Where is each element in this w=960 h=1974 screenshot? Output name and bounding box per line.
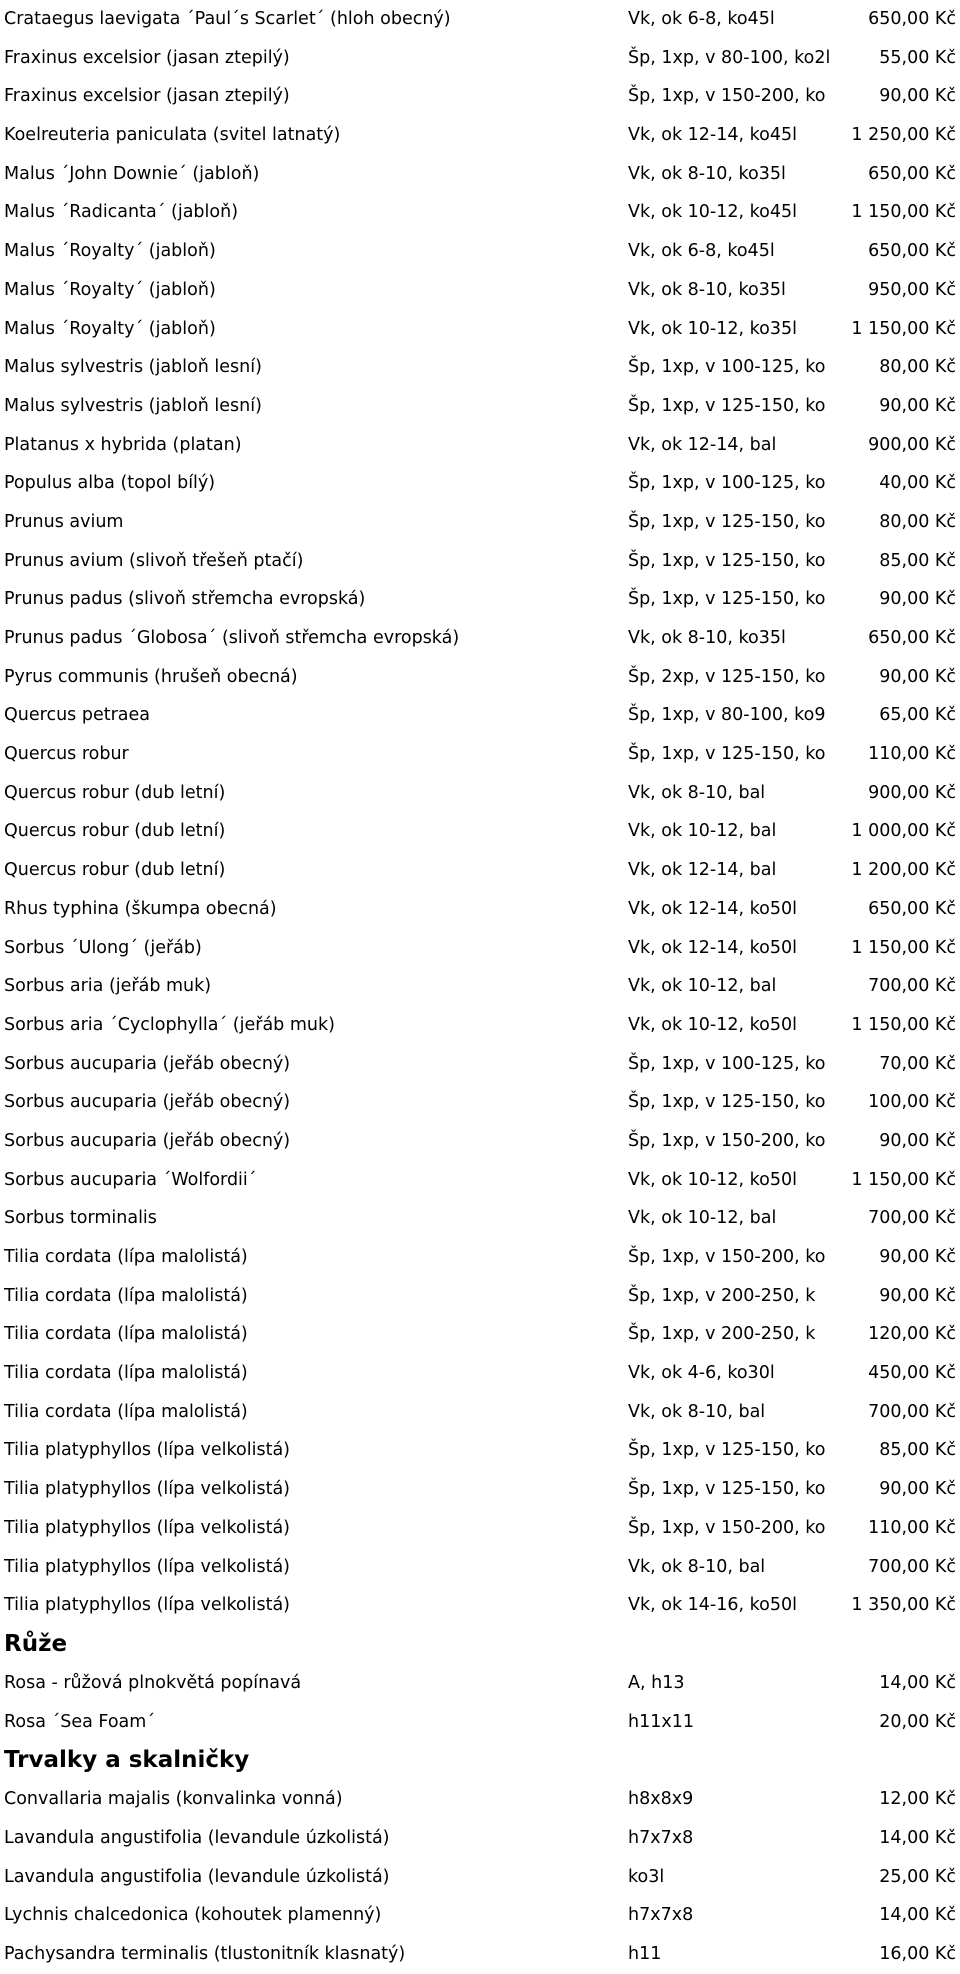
plant-price: 90,00 Kč <box>879 395 956 416</box>
plant-price: 90,00 Kč <box>879 666 956 687</box>
plant-name: Malus ´Radicanta´ (jabloň) <box>4 202 239 223</box>
plant-price: 70,00 Kč <box>879 1053 956 1074</box>
table-row <box>0 1935 960 1974</box>
table-row <box>0 1509 960 1548</box>
plant-spec: Šp, 1xp, v 80-100, ko9 <box>628 705 826 726</box>
plant-name: Populus alba (topol bílý) <box>4 473 216 494</box>
table-row <box>0 1431 960 1470</box>
table-row <box>0 271 960 310</box>
table-row <box>0 1238 960 1277</box>
plant-spec: Šp, 1xp, v 125-150, ko <box>628 511 826 532</box>
plant-name: Rosa ´Sea Foam´ <box>4 1711 156 1732</box>
table-row <box>0 1199 960 1238</box>
plant-name: Fraxinus excelsior (jasan ztepilý) <box>4 47 290 68</box>
plant-spec: Šp, 1xp, v 125-150, ko <box>628 395 826 416</box>
plant-name: Tilia cordata (lípa malolistá) <box>4 1401 248 1422</box>
table-row <box>0 1819 960 1858</box>
table-row <box>0 1664 960 1703</box>
plant-name: Pachysandra terminalis (tlustonitník klasnatý) <box>4 1944 406 1964</box>
plant-name: Tilia cordata (lípa malolistá) <box>4 1363 248 1384</box>
plant-price: 1 150,00 Kč <box>851 1014 956 1035</box>
plant-price: 1 150,00 Kč <box>851 202 956 223</box>
plant-price: 1 200,00 Kč <box>851 860 956 881</box>
plant-spec: Vk, ok 6-8, ko45l <box>628 9 775 29</box>
table-row <box>0 1858 960 1897</box>
plant-price: 90,00 Kč <box>879 1247 956 1267</box>
plant-price: 650,00 Kč <box>868 628 956 648</box>
plant-name: Sorbus aucuparia (jeřáb obecný) <box>4 1092 291 1113</box>
plant-name: Prunus avium <box>4 511 124 532</box>
plant-price: 100,00 Kč <box>868 1092 956 1113</box>
plant-spec: Šp, 1xp, v 200-250, k <box>628 1324 816 1345</box>
plant-price: 1 250,00 Kč <box>851 125 956 146</box>
plant-spec: h11 <box>628 1944 662 1964</box>
plant-spec: Šp, 2xp, v 125-150, ko <box>628 666 826 687</box>
plant-price: 450,00 Kč <box>868 1363 956 1384</box>
plant-name: Platanus x hybrida (platan) <box>4 434 242 455</box>
table-row <box>0 1703 960 1742</box>
section-heading-perennials: Trvalky a skalničky <box>4 1747 250 1774</box>
plant-name: Tilia platyphyllos (lípa velkolistá) <box>4 1479 291 1500</box>
table-row <box>0 39 960 78</box>
plant-price: 1 150,00 Kč <box>851 318 956 339</box>
plant-name: Malus ´Royalty´ (jabloň) <box>4 241 216 262</box>
table-row <box>0 1586 960 1625</box>
plant-price: 65,00 Kč <box>879 705 956 726</box>
plant-name: Tilia cordata (lípa malolistá) <box>4 1285 248 1306</box>
plant-spec: Vk, ok 10-12, bal <box>628 1208 777 1229</box>
plant-name: Quercus robur (dub letní) <box>4 860 226 881</box>
plant-spec: Šp, 1xp, v 125-150, ko <box>628 1440 826 1461</box>
plant-spec: Vk, ok 10-12, ko35l <box>628 318 797 339</box>
table-row <box>0 1161 960 1200</box>
plant-name: Sorbus torminalis <box>4 1208 157 1229</box>
plant-spec: Vk, ok 8-10, bal <box>628 782 766 803</box>
plant-price: 700,00 Kč <box>868 1556 956 1577</box>
plant-name: Lavandula angustifolia (levandule úzkolistá) <box>4 1866 390 1887</box>
plant-name: Malus ´John Downie´ (jabloň) <box>4 163 260 184</box>
plant-spec: Vk, ok 12-14, bal <box>628 434 777 455</box>
plant-spec: Vk, ok 12-14, ko45l <box>628 125 797 146</box>
section-heading-roses: Růže <box>4 1630 68 1657</box>
plant-name: Tilia platyphyllos (lípa velkolistá) <box>4 1440 291 1461</box>
plant-spec: ko3l <box>628 1866 665 1887</box>
plant-price: 40,00 Kč <box>879 473 956 494</box>
plant-price: 110,00 Kč <box>868 1517 956 1538</box>
plant-name: Quercus robur <box>4 744 129 765</box>
plant-price: 120,00 Kč <box>868 1324 956 1345</box>
plant-name: Tilia platyphyllos (lípa velkolistá) <box>4 1517 291 1538</box>
plant-spec: h7x7x8 <box>628 1827 694 1848</box>
plant-price: 900,00 Kč <box>868 782 956 803</box>
table-row <box>0 0 960 39</box>
table-row <box>0 1122 960 1161</box>
row-group-roses <box>0 1664 960 1741</box>
plant-name: Quercus robur (dub letní) <box>4 782 226 803</box>
plant-spec: Vk, ok 4-6, ko30l <box>628 1363 775 1384</box>
plant-price: 55,00 Kč <box>879 47 956 68</box>
table-row <box>0 155 960 194</box>
plant-name: Prunus padus (slivoň střemcha evropská) <box>4 589 366 610</box>
plant-price: 14,00 Kč <box>879 1672 956 1693</box>
plant-price: 1 150,00 Kč <box>851 937 956 958</box>
plant-spec: Šp, 1xp, v 125-150, ko <box>628 1092 826 1113</box>
plant-price: 80,00 Kč <box>879 357 956 378</box>
table-row <box>0 387 960 426</box>
plant-price: 1 350,00 Kč <box>851 1595 956 1616</box>
plant-spec: Vk, ok 12-14, bal <box>628 860 777 881</box>
plant-spec: Šp, 1xp, v 150-200, ko <box>628 1247 826 1267</box>
plant-name: Quercus petraea <box>4 705 150 726</box>
table-row <box>0 232 960 271</box>
plant-spec: h11x11 <box>628 1711 694 1732</box>
plant-name: Tilia platyphyllos (lípa velkolistá) <box>4 1595 291 1616</box>
plant-name: Fraxinus excelsior (jasan ztepilý) <box>4 86 290 107</box>
plant-price: 900,00 Kč <box>868 434 956 455</box>
table-row <box>0 890 960 929</box>
table-row <box>0 348 960 387</box>
table-row <box>0 658 960 697</box>
plant-spec: Šp, 1xp, v 100-125, ko <box>628 357 826 378</box>
plant-spec: Šp, 1xp, v 100-125, ko <box>628 1053 826 1074</box>
plant-price: 85,00 Kč <box>879 1440 956 1461</box>
table-row <box>0 310 960 349</box>
table-row <box>0 464 960 503</box>
plant-spec: Vk, ok 6-8, ko45l <box>628 241 775 262</box>
plant-spec: Vk, ok 8-10, ko35l <box>628 163 786 184</box>
plant-name: Lychnis chalcedonica (kohoutek plamenný) <box>4 1905 382 1926</box>
plant-spec: Šp, 1xp, v 125-150, ko <box>628 1479 826 1500</box>
plant-price: 80,00 Kč <box>879 511 956 532</box>
plant-spec: Vk, ok 10-12, bal <box>628 976 777 997</box>
plant-name: Malus ´Royalty´ (jabloň) <box>4 279 216 300</box>
plant-spec: Vk, ok 8-10, ko35l <box>628 279 786 300</box>
plant-price: 650,00 Kč <box>868 898 956 919</box>
plant-price: 650,00 Kč <box>868 241 956 262</box>
plant-name: Sorbus aria ´Cyclophylla´ (jeřáb muk) <box>4 1014 335 1035</box>
plant-spec: Šp, 1xp, v 150-200, ko <box>628 1130 826 1151</box>
plant-spec: Vk, ok 8-10, bal <box>628 1401 766 1422</box>
plant-spec: Šp, 1xp, v 80-100, ko2l <box>628 47 830 68</box>
plant-spec: Vk, ok 10-12, ko45l <box>628 202 797 223</box>
plant-spec: Šp, 1xp, v 150-200, ko <box>628 1517 826 1538</box>
plant-name: Malus sylvestris (jabloň lesní) <box>4 357 262 378</box>
table-row <box>0 1393 960 1432</box>
table-row <box>0 735 960 774</box>
plant-name: Lavandula angustifolia (levandule úzkolistá) <box>4 1827 390 1848</box>
plant-spec: h8x8x9 <box>628 1789 694 1810</box>
table-row <box>0 1470 960 1509</box>
plant-price: 90,00 Kč <box>879 1130 956 1151</box>
plant-price: 700,00 Kč <box>868 1208 956 1229</box>
plant-name: Malus sylvestris (jabloň lesní) <box>4 395 262 416</box>
plant-price: 90,00 Kč <box>879 86 956 107</box>
table-row <box>0 619 960 658</box>
plant-name: Prunus padus ´Globosa´ (slivoň střemcha evropská) <box>4 628 460 648</box>
plant-spec: Šp, 1xp, v 150-200, ko <box>628 86 826 107</box>
plant-spec: Šp, 1xp, v 100-125, ko <box>628 473 826 494</box>
table-row <box>0 1548 960 1587</box>
plant-spec: Vk, ok 10-12, bal <box>628 821 777 842</box>
plant-spec: Šp, 1xp, v 125-150, ko <box>628 589 826 610</box>
plant-price: 1 000,00 Kč <box>851 821 956 842</box>
plant-price: 14,00 Kč <box>879 1827 956 1848</box>
table-row <box>0 967 960 1006</box>
table-row <box>0 116 960 155</box>
plant-name: Tilia platyphyllos (lípa velkolistá) <box>4 1556 291 1577</box>
plant-name: Rosa - růžová plnokvětá popínavá <box>4 1672 302 1693</box>
plant-spec: h7x7x8 <box>628 1905 694 1926</box>
plant-name: Convallaria majalis (konvalinka vonná) <box>4 1789 343 1810</box>
table-row <box>0 929 960 968</box>
plant-price: 14,00 Kč <box>879 1905 956 1926</box>
row-group-perennials <box>0 1780 960 1973</box>
plant-spec: Vk, ok 12-14, ko50l <box>628 937 797 958</box>
plant-name: Rhus typhina (škumpa obecná) <box>4 898 277 919</box>
plant-price: 700,00 Kč <box>868 976 956 997</box>
plant-name: Pyrus communis (hrušeň obecná) <box>4 666 298 687</box>
table-row <box>0 1354 960 1393</box>
plant-spec: Šp, 1xp, v 125-150, ko <box>628 550 826 571</box>
plant-price: 110,00 Kč <box>868 744 956 765</box>
plant-price: 90,00 Kč <box>879 1479 956 1500</box>
table-row <box>0 851 960 890</box>
plant-name: Koelreuteria paniculata (svitel latnatý) <box>4 125 341 146</box>
plant-spec: Vk, ok 10-12, ko50l <box>628 1014 797 1035</box>
plant-spec: A, h13 <box>628 1672 685 1693</box>
plant-price: 90,00 Kč <box>879 1285 956 1306</box>
table-row <box>0 1896 960 1935</box>
plant-name: Crataegus laevigata ´Paul´s Scarlet´ (hloh obecný) <box>4 9 451 29</box>
plant-spec: Vk, ok 8-10, ko35l <box>628 628 786 648</box>
plant-name: Sorbus aucuparia (jeřáb obecný) <box>4 1053 291 1074</box>
table-row <box>0 542 960 581</box>
plant-name: Sorbus aria (jeřáb muk) <box>4 976 212 997</box>
plant-price: 20,00 Kč <box>879 1711 956 1732</box>
table-row <box>0 1045 960 1084</box>
plant-price: 950,00 Kč <box>868 279 956 300</box>
table-row <box>0 1277 960 1316</box>
plant-price: 12,00 Kč <box>879 1789 956 1810</box>
table-row <box>0 812 960 851</box>
plant-spec: Vk, ok 12-14, ko50l <box>628 898 797 919</box>
table-row <box>0 1315 960 1354</box>
plant-spec: Šp, 1xp, v 125-150, ko <box>628 744 826 765</box>
table-row <box>0 1083 960 1122</box>
table-row <box>0 774 960 813</box>
table-row <box>0 426 960 465</box>
plant-price: 1 150,00 Kč <box>851 1169 956 1190</box>
table-row <box>0 580 960 619</box>
table-row <box>0 193 960 232</box>
plant-price: 650,00 Kč <box>868 9 956 29</box>
plant-spec: Vk, ok 8-10, bal <box>628 1556 766 1577</box>
plant-price: 90,00 Kč <box>879 589 956 610</box>
plant-name: Malus ´Royalty´ (jabloň) <box>4 318 216 339</box>
plant-name: Tilia cordata (lípa malolistá) <box>4 1247 248 1267</box>
plant-name: Prunus avium (slivoň třešeň ptačí) <box>4 550 304 571</box>
plant-price: 650,00 Kč <box>868 163 956 184</box>
table-row <box>0 77 960 116</box>
plant-name: Tilia cordata (lípa malolistá) <box>4 1324 248 1345</box>
plant-price: 16,00 Kč <box>879 1944 956 1964</box>
plant-name: Sorbus aucuparia ´Wolfordii´ <box>4 1169 257 1190</box>
plant-spec: Vk, ok 14-16, ko50l <box>628 1595 797 1616</box>
table-row <box>0 503 960 542</box>
plant-spec: Šp, 1xp, v 200-250, k <box>628 1285 816 1306</box>
plant-price: 25,00 Kč <box>879 1866 956 1887</box>
plant-name: Sorbus ´Ulong´ (jeřáb) <box>4 937 202 958</box>
table-row <box>0 696 960 735</box>
plant-price: 85,00 Kč <box>879 550 956 571</box>
plant-name: Sorbus aucuparia (jeřáb obecný) <box>4 1130 291 1151</box>
plant-spec: Vk, ok 10-12, ko50l <box>628 1169 797 1190</box>
plant-name: Quercus robur (dub letní) <box>4 821 226 842</box>
table-row <box>0 1006 960 1045</box>
table-row <box>0 1780 960 1819</box>
plant-price: 700,00 Kč <box>868 1401 956 1422</box>
